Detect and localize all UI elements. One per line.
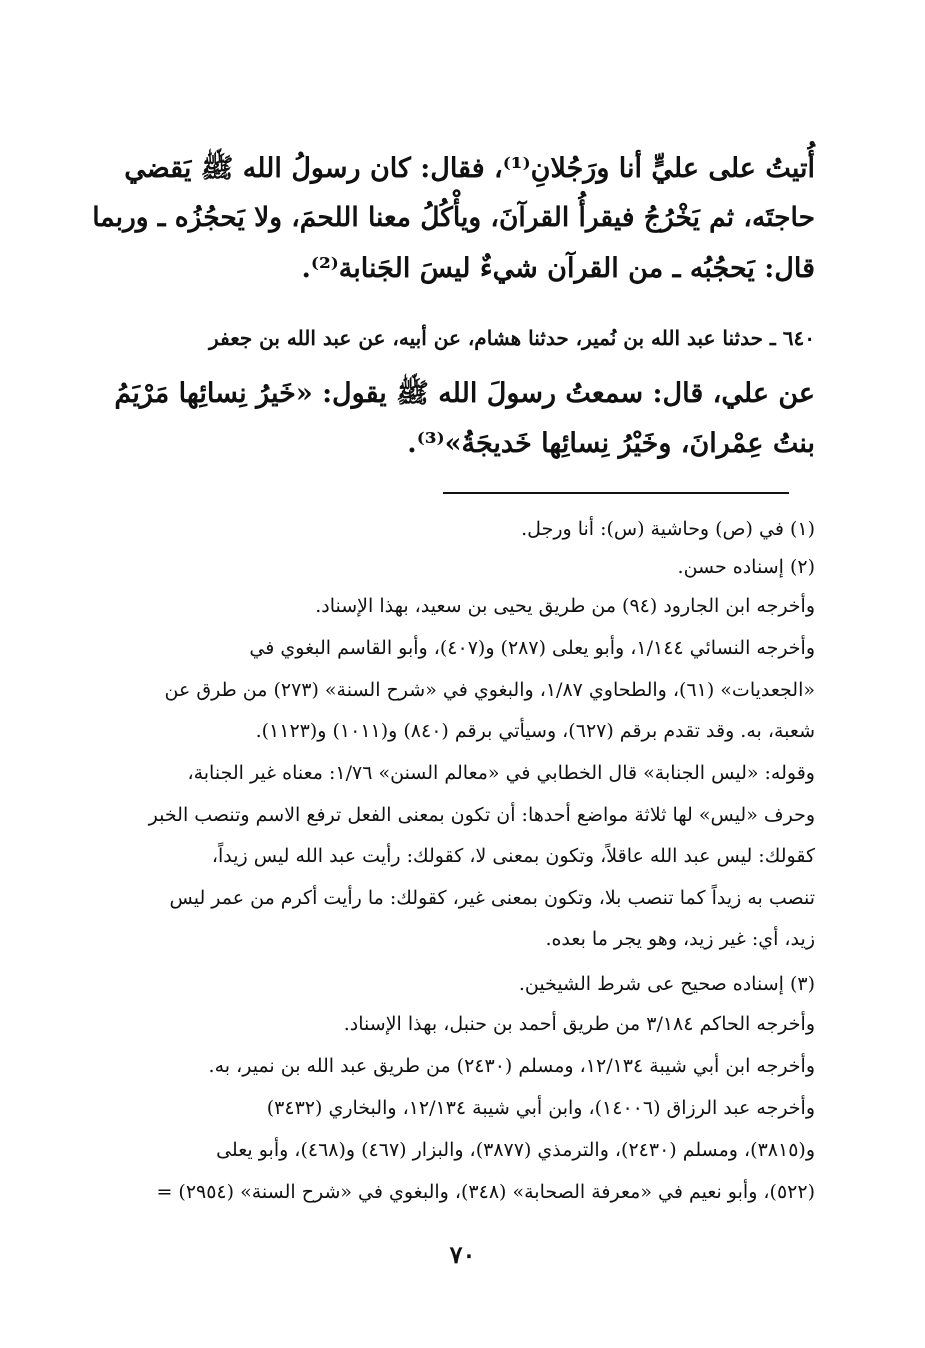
footnote-line-10: تنصب به زيداً كما تنصب بلا، وتكون بمعنى غير، كقولك: ما رأيت أكرم من عمر ليس: [169, 887, 815, 909]
footnote-line-5: «الجعديات» (٦١)، والطحاوي ١/٨٧، والبغوي في «شرح السنة» (٢٧٣) من طرق عن: [164, 679, 815, 701]
footnote-line-15: وأخرجه عبد الرزاق (١٤٠٠٦)، وابن أبي شيبة ١٢/١٣٤، والبخاري (٣٤٣٢): [266, 1097, 815, 1119]
footnote-line-16: و(٣٨١٥)، ومسلم (٢٤٣٠)، والترمذي (٣٨٧٧)، والبزار (٤٦٧) و(٤٦٨)، وأبو يعلى: [216, 1139, 815, 1161]
footnote-line-8: وحرف «ليس» لها ثلاثة مواضع أحدها: أن تكون بمعنى الفعل ترفع الاسم وتنصب الخبر: [148, 804, 815, 826]
main-text-line-3: قال: يَحجُبُه ـ من القرآن شيءٌ ليسَ الجَنابة⁽²⁾.: [301, 253, 815, 284]
footnote-line-11: زيد، أي: غير زيد، وهو يجر ما بعده.: [545, 928, 815, 950]
footnote-line-12: (٣) إسناده صحيح عى شرط الشيخين.: [518, 973, 815, 995]
footnote-divider: [443, 492, 789, 494]
footnote-line-14: وأخرجه ابن أبي شيبة ١٢/١٣٤، ومسلم (٢٤٣٠) من طريق عبد الله بن نمير، به.: [208, 1055, 815, 1077]
footnote-line-4: وأخرجه النسائي ١/١٤٤، وأبو يعلى (٢٨٧) و(٤٠٧)، وأبو القاسم البغوي في: [249, 637, 815, 659]
footnote-line-2: (٢) إسناده حسن.: [677, 556, 815, 578]
page-number: ٧٠: [449, 1240, 476, 1269]
footnote-line-1: (١) في (ص) وحاشية (س): أنا ورجل.: [521, 518, 815, 540]
footnote-line-7: وقوله: «ليس الجنابة» قال الخطابي في «معالم السنن» ١/٧٦: معناه غير الجنابة،: [187, 762, 815, 784]
footnote-line-6: شعبة، به. وقد تقدم برقم (٦٢٧)، وسيأتي برقم (٨٤٠) و(١٠١١) و(١١٢٣).: [255, 720, 815, 742]
footnote-line-13: وأخرجه الحاكم ٣/١٨٤ من طريق أحمد بن حنبل، بهذا الإسناد.: [343, 1013, 815, 1035]
footnote-line-9: كقولك: ليس عبد الله عاقلاً، وتكون بمعنى لا، كقولك: رأيت عبد الله ليس زيداً،: [211, 845, 815, 867]
hadith-640-chain: ٦٤٠ ـ حدثنا عبد الله بن نُمير، حدثنا هشام، عن أبيه، عن عبد الله بن جعفر: [209, 326, 815, 350]
footnote-line-3: وأخرجه ابن الجارود (٩٤) من طريق يحيى بن سعيد، بهذا الإسناد.: [315, 595, 815, 617]
main-text-line-2: حاجتَه، ثم يَخْرُجُ فيقرأُ القرآنَ، ويأْكُلُ معنا اللحمَ، ولا يَحجُزُه ـ وربما: [92, 202, 815, 233]
hadith-640-line-1: عن علي، قال: سمعتُ رسولَ الله ﷺ يقول: «خَيرُ نِسائِها مَرْيَمُ: [114, 378, 815, 409]
main-text-line-1: أُتيتُ على عليٍّ أنا ورَجُلانِ⁽¹⁾، فقال: كان رسولُ الله ﷺ يَقضي: [124, 153, 815, 184]
hadith-640-line-2: بنتُ عِمْرانَ، وخَيْرُ نِسائِها خَديجَةُ»⁽³⁾.: [407, 428, 815, 459]
footnote-line-17: (٥٢٢)، وأبو نعيم في «معرفة الصحابة» (٣٤٨)، والبغوي في «شرح السنة» (٢٩٥٤) =: [156, 1181, 815, 1203]
